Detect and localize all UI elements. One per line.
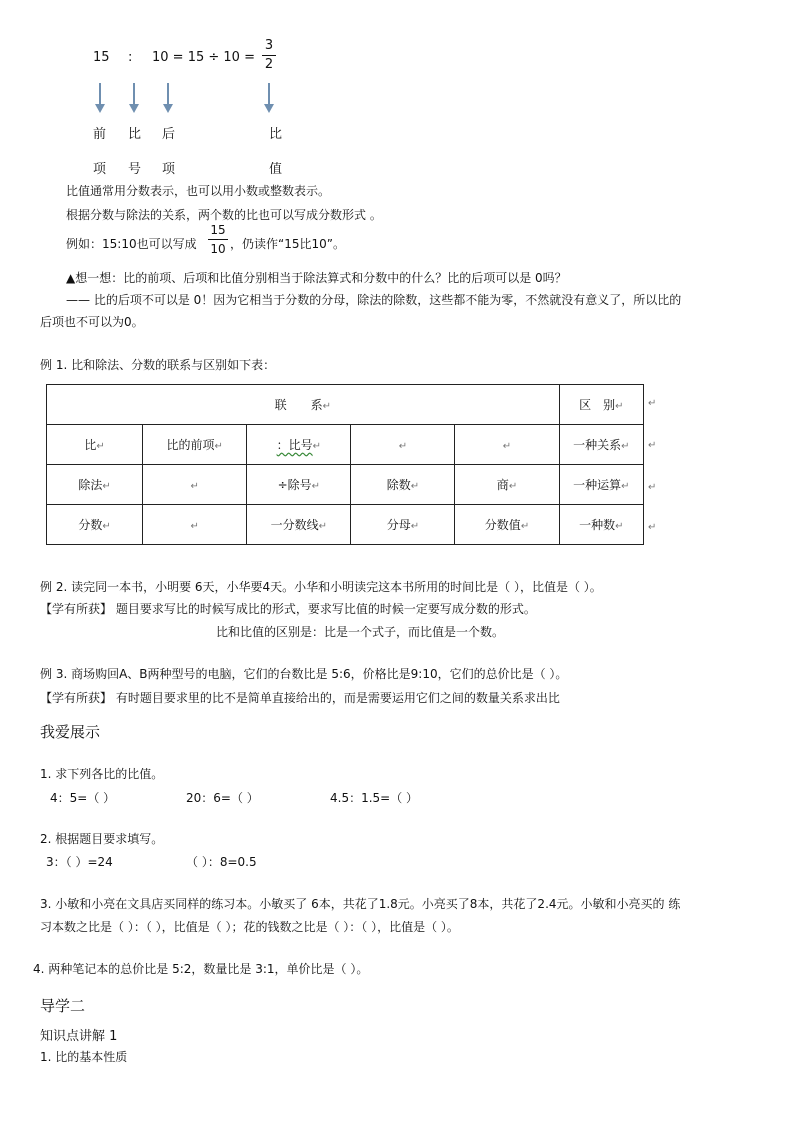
example-1-title: 例 1. 比和除法、分数的联系与区别如下表： [40,358,276,372]
table-row [47,425,644,465]
table-cell: ↵ [455,425,559,465]
row-end-mark: ↵ [648,398,657,409]
row-end-mark: ↵ [648,522,657,533]
question-2-title: 2. 根据题目要求填写。 [40,832,164,846]
table-header-row [47,385,644,425]
think-question: ▲想一想：比的前项、后项和比值分别相当于除法算式和分数中的什么？比的后项可以是 0吗？ [66,271,567,285]
row-end-mark: ↵ [648,482,657,493]
table-cell: 分数值↵ [455,505,559,545]
table-row [47,465,644,505]
ratio-colon: : [128,50,133,65]
ratio-value-fraction [262,38,276,73]
example-3-tip: 【学有所获】 有时题目要求里的比不是简单直接给出的，而是需要运用它们之间的数量关系求出比 [40,691,560,705]
table-cell: 分数↵ [47,505,143,545]
table-cell: 除法↵ [47,465,143,505]
table-cell: 一种数↵ [559,505,643,545]
label-value-2: 值 [269,162,283,177]
fraction-denominator: 10 [210,242,226,256]
table-cell: ↵ [143,505,247,545]
header-difference: 区 别↵ [559,385,643,425]
table-cell: ÷除号↵ [247,465,351,505]
table-row [47,505,644,545]
row-end-mark: ↵ [648,440,657,451]
table-cell: ↵ [143,465,247,505]
label-front: 前 [93,127,107,142]
think-answer-1: —— 比的后项不可以是 0！因为它相当于分数的分母，除法的除数，这些都不能为零，不然就没有意义了，所以比的 [66,293,682,307]
fraction-numerator: 3 [264,38,274,53]
table-cell: 一种关系↵ [559,425,643,465]
fraction-denominator: 2 [264,57,274,72]
label-back: 后 [162,127,176,142]
table-cell: 比↵ [47,425,143,465]
section-heading-guide-2: 导学二 [40,997,86,1015]
intro-line-3b: ，仍读作“15比10”。 [230,237,345,251]
table-cell: 一种运算↵ [559,465,643,505]
question-3-line-1: 3. 小敏和小亮在文具店买同样的练习本。小敏买了 6本，共花了1.8元。小亮买了8本，共花了2.4元。小敏和小亮买的 练 [40,897,681,911]
label-sign-2: 号 [128,162,142,177]
table-cell: 比的前项↵ [143,425,247,465]
fraction-bar [262,55,276,56]
example-2: 例 2. 读完同一本书，小明要 6天，小华要4天。小华和小明读完这本书所用的时间比是（ ），比值是（ ）。 [40,580,602,594]
question-1c: 4.5：1.5=（ ） [330,791,419,805]
ratio-front-term: 15 [93,50,110,65]
intro-line-2: 根据分数与除法的关系，两个数的比也可以写成分数形式 。 [66,208,382,222]
label-sign: 比 [128,127,142,142]
table-cell: ：比号↵ [247,425,351,465]
example-2-tip-2: 比和比值的区别是：比是一个式子，而比值是一个数。 [216,625,505,639]
question-1b: 20：6=（ ） [186,791,259,805]
table-cell: 商↵ [455,465,559,505]
table-cell: ↵ [351,425,455,465]
knowledge-point-item: 1. 比的基本性质 [40,1050,128,1064]
label-front-2: 项 [93,162,107,177]
question-1-title: 1. 求下列各比的比值。 [40,767,164,781]
knowledge-point-heading: 知识点讲解 1 [40,1029,118,1044]
question-2a: 3：（ ）=24 [46,855,113,869]
table-cell: 分母↵ [351,505,455,545]
question-3-line-2: 习本数之比是（ ）：（ ），比值是（ ）；花的钱数之比是（ ）：（ ），比值是（ ）。 [40,920,459,934]
example-2-tip: 【学有所获】 题目要求写比的时候写成比的形式，要求写比值的时候一定要写成分数的形式。 [40,602,536,616]
intro-line-1: 比值通常用分数表示，也可以用小数或整数表示。 [66,184,331,198]
fraction-bar [208,239,228,240]
label-back-2: 项 [162,162,176,177]
think-answer-2: 后项也不可以为0。 [40,315,144,329]
label-value: 比 [269,127,283,142]
question-1a: 4：5=（ ） [50,791,116,805]
comparison-table [46,384,644,545]
intro-line-3a: 例如：15:10也可以写成 [66,237,197,251]
question-4: 4. 两种笔记本的总价比是 5:2，数量比是 3:1，单价比是（ ）。 [33,962,369,976]
fraction-numerator: 15 [210,223,226,237]
example-fraction [208,222,228,257]
table-cell: 除数↵ [351,465,455,505]
ratio-equation: 10 = 15 ÷ 10 = [152,50,255,65]
question-2b: （ ）：8=0.5 [186,855,257,869]
header-relation: 联 系↵ [47,385,560,425]
table-cell: 一分数线↵ [247,505,351,545]
example-3: 例 3. 商场购回A、B两种型号的电脑，它们的台数比是 5:6，价格比是9:10，它们的总价比是（ ）。 [40,667,568,681]
section-heading-show: 我爱展示 [40,723,101,741]
